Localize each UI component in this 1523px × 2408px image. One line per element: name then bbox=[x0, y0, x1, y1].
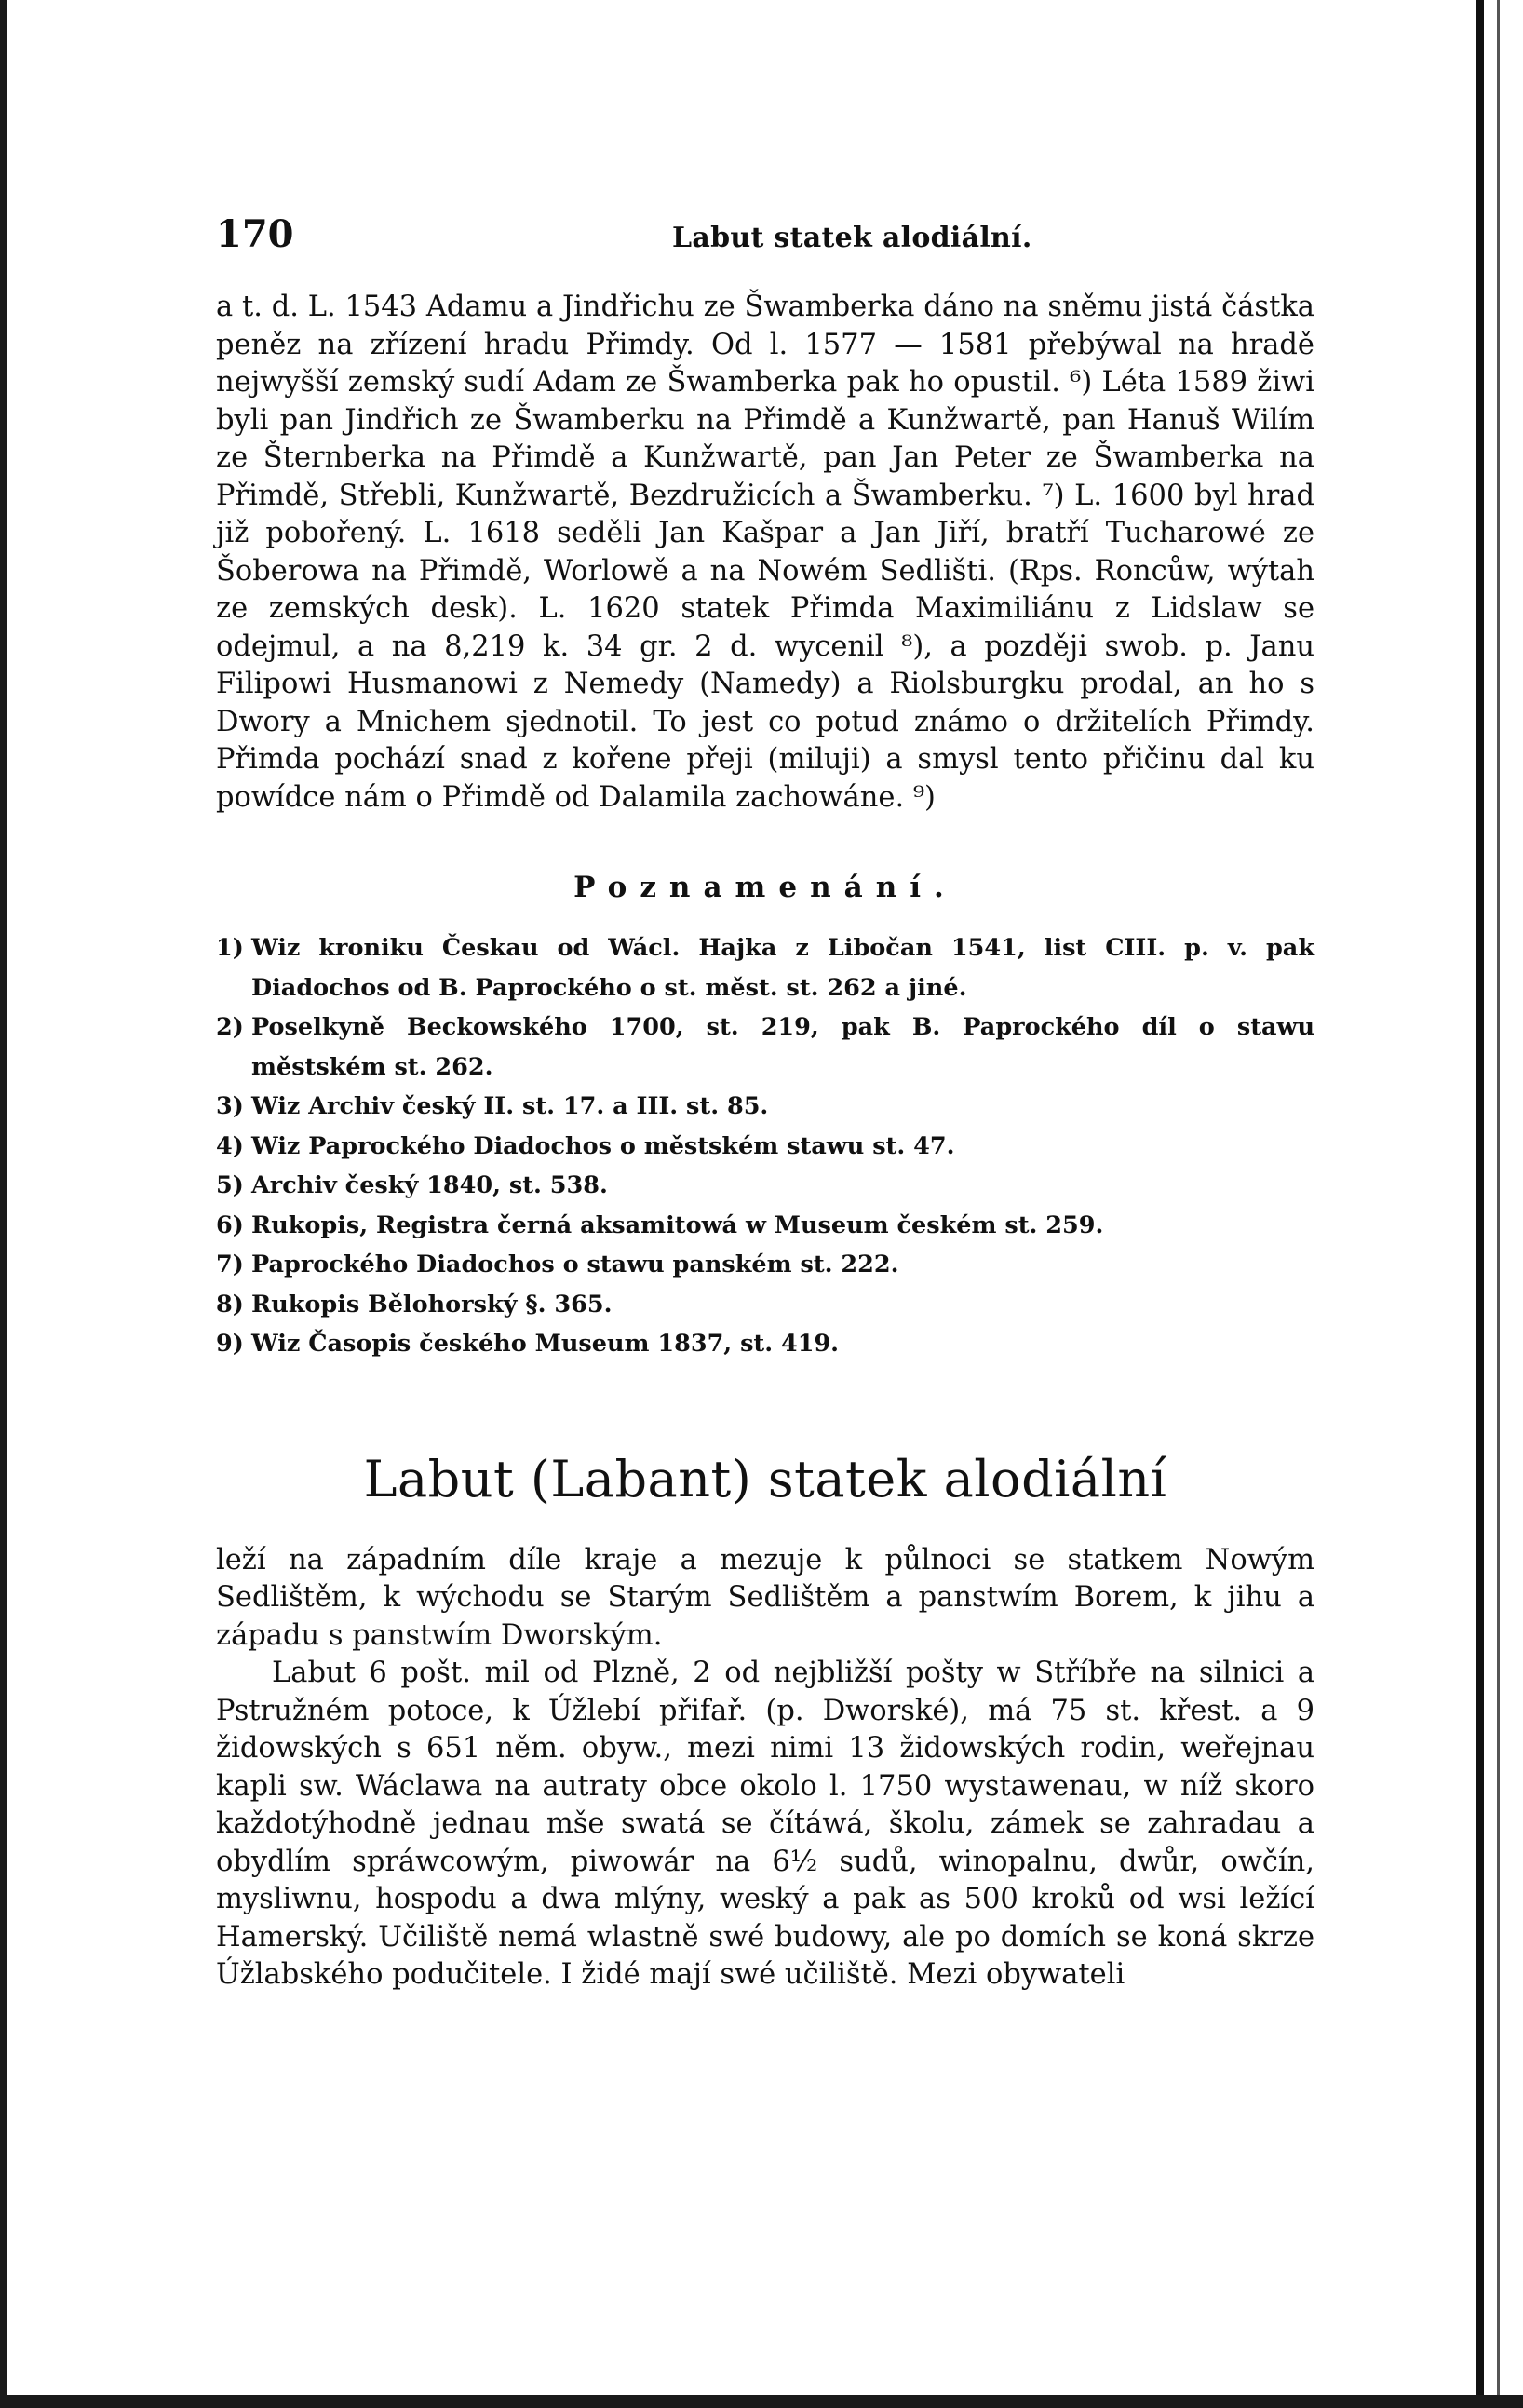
notes-list bbox=[216, 928, 1314, 1364]
note-number: 7) bbox=[216, 1251, 244, 1278]
notes-heading: Poznamenání. bbox=[573, 871, 957, 904]
note-number: 9) bbox=[216, 1330, 244, 1358]
note-item bbox=[216, 1127, 1314, 1167]
note-item bbox=[216, 1087, 1314, 1127]
note-item bbox=[216, 1285, 1314, 1325]
note-item bbox=[216, 1008, 1314, 1087]
scan-bottom-edge bbox=[0, 2395, 1523, 2408]
note-number: 8) bbox=[216, 1290, 244, 1319]
note-text: Rukopis, Registra černá aksamitowá w Museum českém st. 259. bbox=[251, 1211, 1104, 1239]
section-paragraph-1: leží na západním díle kraje a mezuje k půlnoci se statkem Nowým Sedlištěm, k wýchodu se Starým Sedlištěm a panstwím Borem, k jihu a západu s panstwím Dworským. bbox=[216, 1543, 1314, 1652]
body-paragraph: a t. d. L. 1543 Adamu a Jindřichu ze Šwamberka dáno na sněmu jistá částka peněz na zřízení hradu Přimdy. Od l. 1577 — 1581 přebýwal na hradě nejwyšší zemský sudí Adam ze Šwamberka pak ho opustil. ⁶) Léta 1589 žiwi byli pan Jindřich ze Šwamberku na Přimdě a Kunžwartě, pan Hanuš Wilím ze Šternberka na Přimdě a Kunžwartě, pan Jan Peter ze Šwamberka na Přimdě, Střebli, Kunžwartě, Bezdružicích a Šwamberku. ⁷) L. 1600 byl hrad již pobořený. L. 1618 seděli Jan Kašpar a Jan Jiří, bratří Tucharowé ze Šoberowa na Přimdě, Worlowě a na Nowém Sedlišti. (Rps. Roncůw, wýtah ze zemských desk). L. 1620 statek Přimda Maximiliánu z Lidslaw se odejmul, a na 8,219 k. 34 gr. 2 d. wycenil ⁸), a později swob. p. Janu Filipowi Husmanowi z Nemedy (Namedy) a Riolsburgku prodal, an ho s Dwory a Mnichem sjednotil. To jest co potud známo o držitelích Přimdy. Přimda pochází snad z kořene přeji (miluji) a smysl tento přičinu dal ku powídce nám o Přimdě od Dalamila zachowáne. ⁹) bbox=[216, 291, 1314, 814]
section-paragraph-2: Labut 6 pošt. mil od Plzně, 2 od nejbližší pošty w Stříbře na silnici a Pstružném potoce, k Úžlebí přifař. (p. Dworské), má 75 st. křest. a 9 židowských s 651 něm. obyw., mezi nimi 13 židowských rodin, weřejnau kapli sw. Wáclawa na autraty obce okolo l. 1750 wystawenau, w níž skoro každotýhodně jednau mše swatá se čítáwá, školu, zámek se zahradau a obydlím spráwcowým, piwowár na 6½ sudů, winopalnu, dwůr, owčín, mysliwnu, hospodu a dwa mlýny, weský a pak as 500 kroků od wsi ležící Hamerský. Učiliště nemá wlastně swé budowy, ale po domích se koná skrze Úžlabského podučitele. I židé mají swé učiliště. Mezi obywateli bbox=[216, 1657, 1314, 1991]
note-item bbox=[216, 928, 1314, 1008]
note-text: Wiz Časopis českého Museum 1837, st. 419. bbox=[251, 1330, 840, 1358]
scan-right-edge bbox=[1476, 0, 1523, 2408]
body-text bbox=[216, 289, 1314, 817]
note-number: 5) bbox=[216, 1171, 244, 1199]
note-number: 6) bbox=[216, 1211, 244, 1239]
book-page bbox=[216, 212, 1314, 1995]
page-number: 170 bbox=[216, 212, 294, 256]
note-item bbox=[216, 1166, 1314, 1206]
note-text: Poselkyně Beckowského 1700, st. 219, pak B. Paprockého díl o stawu městském st. 262. bbox=[251, 1013, 1314, 1081]
note-text: Paprockého Diadochos o stawu panském st. 222. bbox=[251, 1251, 899, 1278]
section-heading: Labut (Labant) statek alodiální bbox=[363, 1449, 1167, 1508]
note-text: Archiv český 1840, st. 538. bbox=[251, 1171, 608, 1199]
note-text: Wiz Paprockého Diadochos o městském stawu st. 47. bbox=[251, 1131, 955, 1160]
running-title: Labut statek alodiální. bbox=[672, 222, 1032, 254]
section-body bbox=[216, 1542, 1314, 1995]
scan-left-edge bbox=[0, 0, 7, 2408]
note-number: 4) bbox=[216, 1131, 244, 1160]
note-number: 1) bbox=[216, 934, 244, 962]
note-number: 3) bbox=[216, 1092, 244, 1120]
note-item bbox=[216, 1206, 1314, 1246]
running-head bbox=[216, 212, 1314, 268]
note-item bbox=[216, 1324, 1314, 1364]
note-text: Wiz kroniku Českau od Wácl. Hajka z Libočan 1541, list CIII. p. v. pak Diadochos od B. Paprockého o st. měst. st. 262 a jiné. bbox=[251, 934, 1314, 1002]
note-text: Wiz Archiv český II. st. 17. a III. st. 85. bbox=[251, 1092, 769, 1120]
note-text: Rukopis Bělohorský §. 365. bbox=[251, 1290, 613, 1319]
note-item bbox=[216, 1245, 1314, 1285]
note-number: 2) bbox=[216, 1013, 244, 1041]
